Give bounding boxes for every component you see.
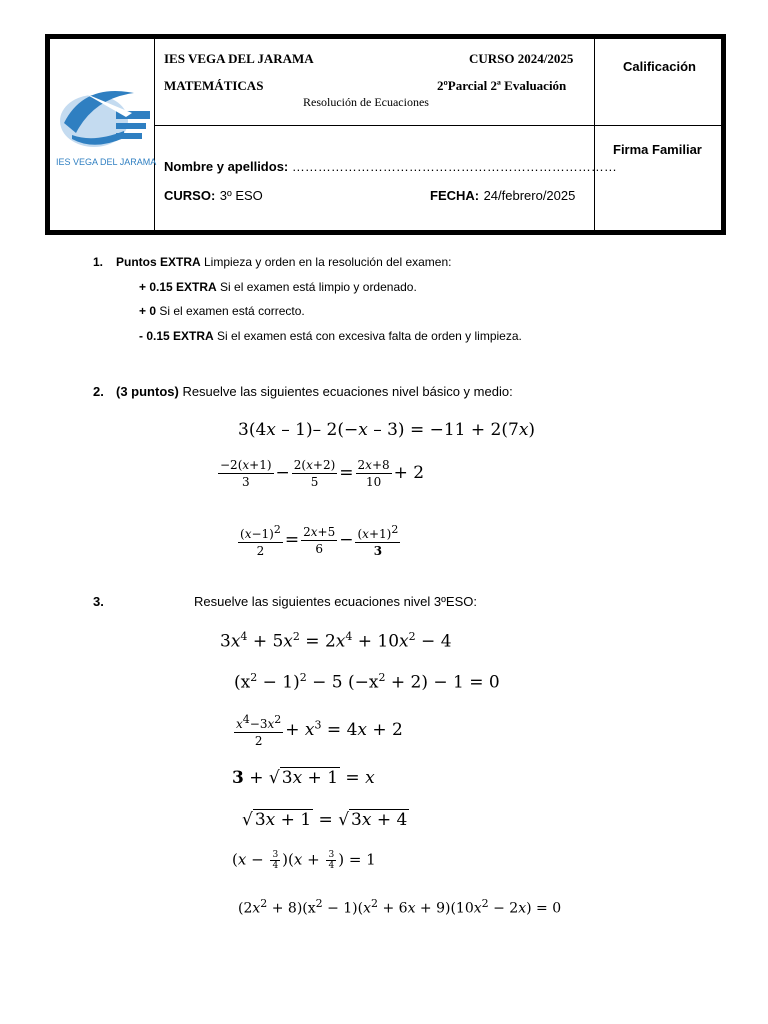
equation-3f: (x − $\frac{3}{4}$ )(x + $\frac{3}{4}$ ) = 1 xyxy=(232,850,376,871)
q1-line-1-rest: Si el examen está limpio y ordenado. xyxy=(216,280,417,294)
q2-number: 2. xyxy=(93,384,104,399)
equation-3d: 3 + √ 3x + 1 = x xyxy=(232,768,375,788)
q1-line-3 xyxy=(139,329,522,343)
q1-line-3-rest: Si el examen está con excesiva falta de orden y limpieza. xyxy=(213,329,522,343)
date-value: 24/febrero/2025 xyxy=(483,188,576,203)
q1-title-bold: Puntos EXTRA xyxy=(116,255,201,269)
header-divider-1 xyxy=(154,39,155,230)
q3-title: Resuelve las siguientes ecuaciones nivel 3ºESO: xyxy=(194,594,477,609)
equation-3g: $(2x^2 + 8)(x^2 - 1)(x^2 + 6x + 9)(10x^2 - 2x) = 0$ xyxy=(238,897,562,917)
q2-title-bold: (3 puntos) xyxy=(116,384,179,399)
course-year: CURSO 2024/2025 xyxy=(469,51,574,66)
course-value: 3º ESO xyxy=(219,188,263,203)
q3-number: 3. xyxy=(93,594,104,609)
school-name: IES VEGA DEL JARAMA xyxy=(164,51,314,66)
name-label: Nombre y apellidos: xyxy=(164,159,289,174)
topic: Resolución de Ecuaciones xyxy=(303,95,429,109)
q1-line-2 xyxy=(139,304,305,318)
header-table xyxy=(45,34,726,235)
q1-title-rest: Limpieza y orden en la resolución del examen: xyxy=(200,255,452,269)
equation-2a: 3(4x – 1)– 2(−x – 3) = −11 + 2(7x) xyxy=(238,420,536,440)
header-divider-h xyxy=(154,125,721,126)
equation-2c: $\frac{(x-1)2}{2}$ = $\frac{2x+5}{6}$ − $\frac{(x+1)2}{3}$ xyxy=(240,523,399,558)
q1-number: 1. xyxy=(93,255,104,269)
equation-3a: $3x^4 + 5x^2 = 2x^4 + 10x^2 - 4$ xyxy=(220,630,452,652)
subject: MATEMÁTICAS xyxy=(164,78,264,93)
equation-3b: $(x^2 - 1)^2 - 5$ $(-x^2 + 2) - 1 = 0$ xyxy=(234,671,500,693)
equation-3e: √ 3x + 1 = √ 3x + 4 xyxy=(242,810,408,830)
q1-line-1-bold: + 0.15 EXTRA xyxy=(139,280,217,294)
grade-label: Calificación xyxy=(623,59,696,74)
course-row xyxy=(164,187,263,205)
exam-title: 2ºParcial 2ª Evaluación xyxy=(437,78,567,93)
q1-line-2-rest: Si el examen está correcto. xyxy=(156,304,305,318)
header-divider-2 xyxy=(594,39,595,230)
logo-text: IES VEGA DEL JARAMA xyxy=(56,157,157,167)
equation-3c: $\frac{x4-3x2}{2}$ + $x^3 = 4x + 2$ xyxy=(236,713,403,748)
name-row xyxy=(164,159,617,174)
q2-title xyxy=(116,384,513,399)
date-label: FECHA: xyxy=(430,188,480,203)
equation-2b: $\frac{-2(x+1)}{3}$ − $\frac{2(x+2)}{5}$ = $\frac{2x+8}{10}$ + 2 xyxy=(220,458,425,489)
signature-label: Firma Familiar xyxy=(613,142,702,157)
name-line[interactable]: ………………………………………………………………… xyxy=(291,159,617,174)
q1-title xyxy=(116,255,451,269)
q1-line-2-bold: + 0 xyxy=(139,304,157,318)
q1-line-3-bold: - 0.15 EXTRA xyxy=(139,329,214,343)
date-row xyxy=(430,187,575,205)
q2-title-rest: Resuelve las siguientes ecuaciones nivel básico y medio: xyxy=(178,384,513,399)
course-label: CURSO: xyxy=(164,188,216,203)
q1-line-1 xyxy=(139,280,417,294)
